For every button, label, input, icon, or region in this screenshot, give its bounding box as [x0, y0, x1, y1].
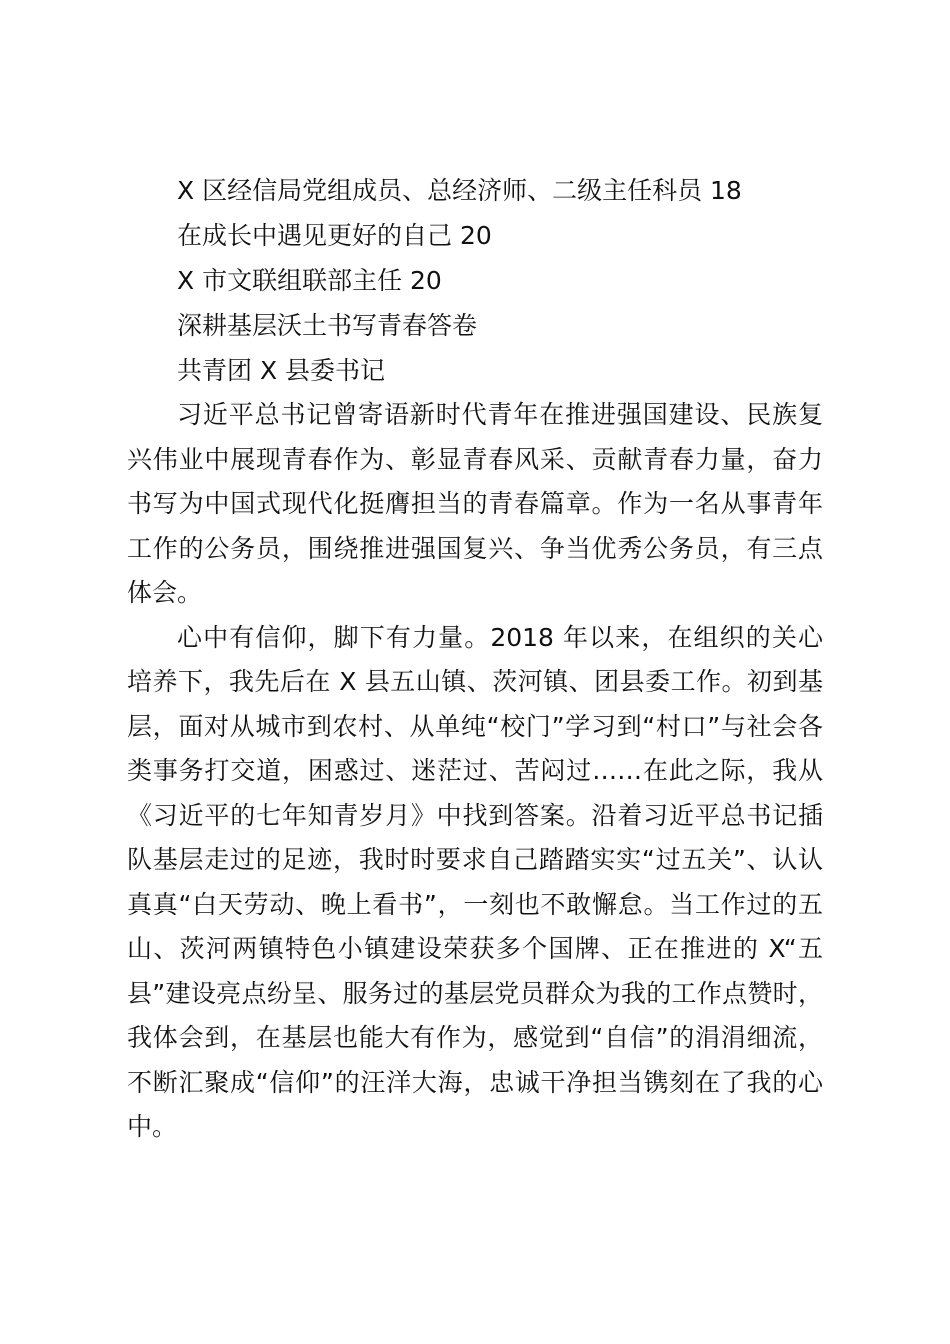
document-body: [127, 168, 823, 1150]
body-paragraph-2: 心中有信仰，脚下有力量。2018 年以来，在组织的关心培养下，我先后在 X 县五山镇、茨河镇、团县委工作。初到基层，面对从城市到农村、从单纯“校门”学习到“村口”与社会各类事务打交道，困惑过、迷茫过、苦闷过……在此之际，我从《习近平的七年知青岁月》中找到答案。沿着习近平总书记插队基层走过的足迹，我时时要求自己踏踏实实“过五关”、认认真真“白天劳动、晚上看书”，一刻也不敢懈怠。当工作过的五山、茨河两镇特色小镇建设荣获多个国牌、正在推进的 X“五县”建设亮点纷呈、服务过的基层党员群众为我的工作点赞时，我体会到，在基层也能大有作为，感觉到“自信”的涓涓细流，不断汇聚成“信仰”的汪洋大海，忠诚干净担当镌刻在了我的心中。: [127, 622, 823, 1141]
article-author: 共青团 X 县委书记: [177, 356, 386, 385]
toc-line-3: X 市文联组联部主任 20: [177, 266, 442, 295]
body-paragraph-1: 习近平总书记曾寄语新时代青年在推进强国建设、民族复兴伟业中展现青春作为、彰显青春风采、贡献青春力量，奋力书写为中国式现代化挺膺担当的青春篇章。作为一名从事青年工作的公务员，围绕推进强国复兴、争当优秀公务员，有三点体会。: [127, 400, 823, 607]
toc-line-1: X 区经信局党组成员、总经济师、二级主任科员 18: [177, 176, 742, 205]
toc-line-2: 在成长中遇见更好的自己 20: [177, 221, 492, 250]
article-title: 深耕基层沃土书写青春答卷: [177, 311, 478, 340]
